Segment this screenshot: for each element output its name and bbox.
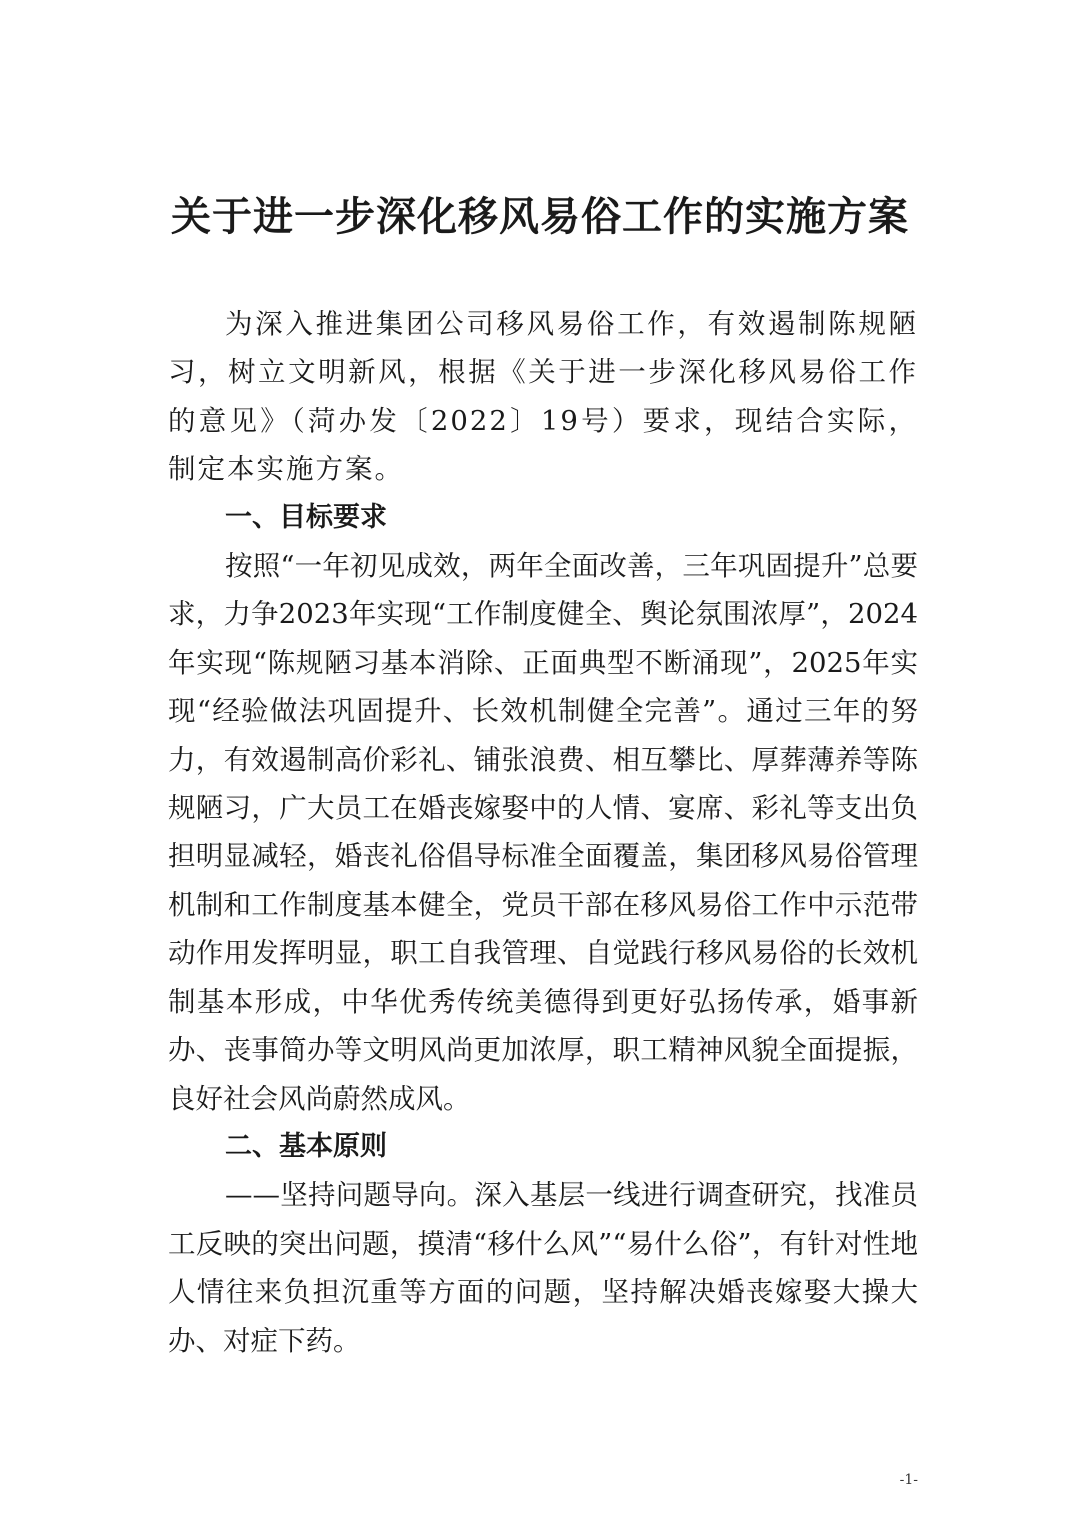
document-body [168,300,918,1365]
section-1-paragraph: 按照“一年初见成效，两年全面改善，三年巩固提升”总要求，力争2023年实现“工作制度健全、舆论氛围浓厚”，2024年实现“陈规陋习基本消除、正面典型不断涌现”，2025年实现“经验做法巩固提升、长效机制健全完善”。通过三年的努力，有效遏制高价彩礼、铺张浪费、相互攀比、厚葬薄养等陈规陋习，广大员工在婚丧嫁娶中的人情、宴席、彩礼等支出负担明显减轻，婚丧礼俗倡导标准全面覆盖，集团移风易俗管理机制和工作制度基本健全，党员干部在移风易俗工作中示范带动作用发挥明显，职工自我管理、自觉践行移风易俗的长效机制基本形成，中华优秀传统美德得到更好弘扬传承，婚事新办、丧事简办等文明风尚更加浓厚，职工精神风貌全面提振，良好社会风尚蔚然成风。 [168,550,918,1115]
section-1-heading: 一、目标要求 [225,501,387,533]
page-number: -1- [899,1472,918,1488]
section-2-heading: 二、基本原则 [225,1130,387,1162]
intro-paragraph: 为深入推进集团公司移风易俗工作，有效遏制陈规陋习，树立文明新风，根据《关于进一步深化移风易俗工作的意见》（菏办发〔2022〕19号）要求，现结合实际，制定本实施方案。 [168,308,918,486]
document-title: 关于进一步深化移风易俗工作的实施方案 [171,193,909,240]
section-2-paragraph: ——坚持问题导向。深入基层一线进行调查研究，找准员工反映的突出问题，摸清“移什么风”“易什么俗”，有针对性地人情往来负担沉重等方面的问题，坚持解决婚丧嫁娶大操大办、对症下药。 [168,1179,918,1357]
